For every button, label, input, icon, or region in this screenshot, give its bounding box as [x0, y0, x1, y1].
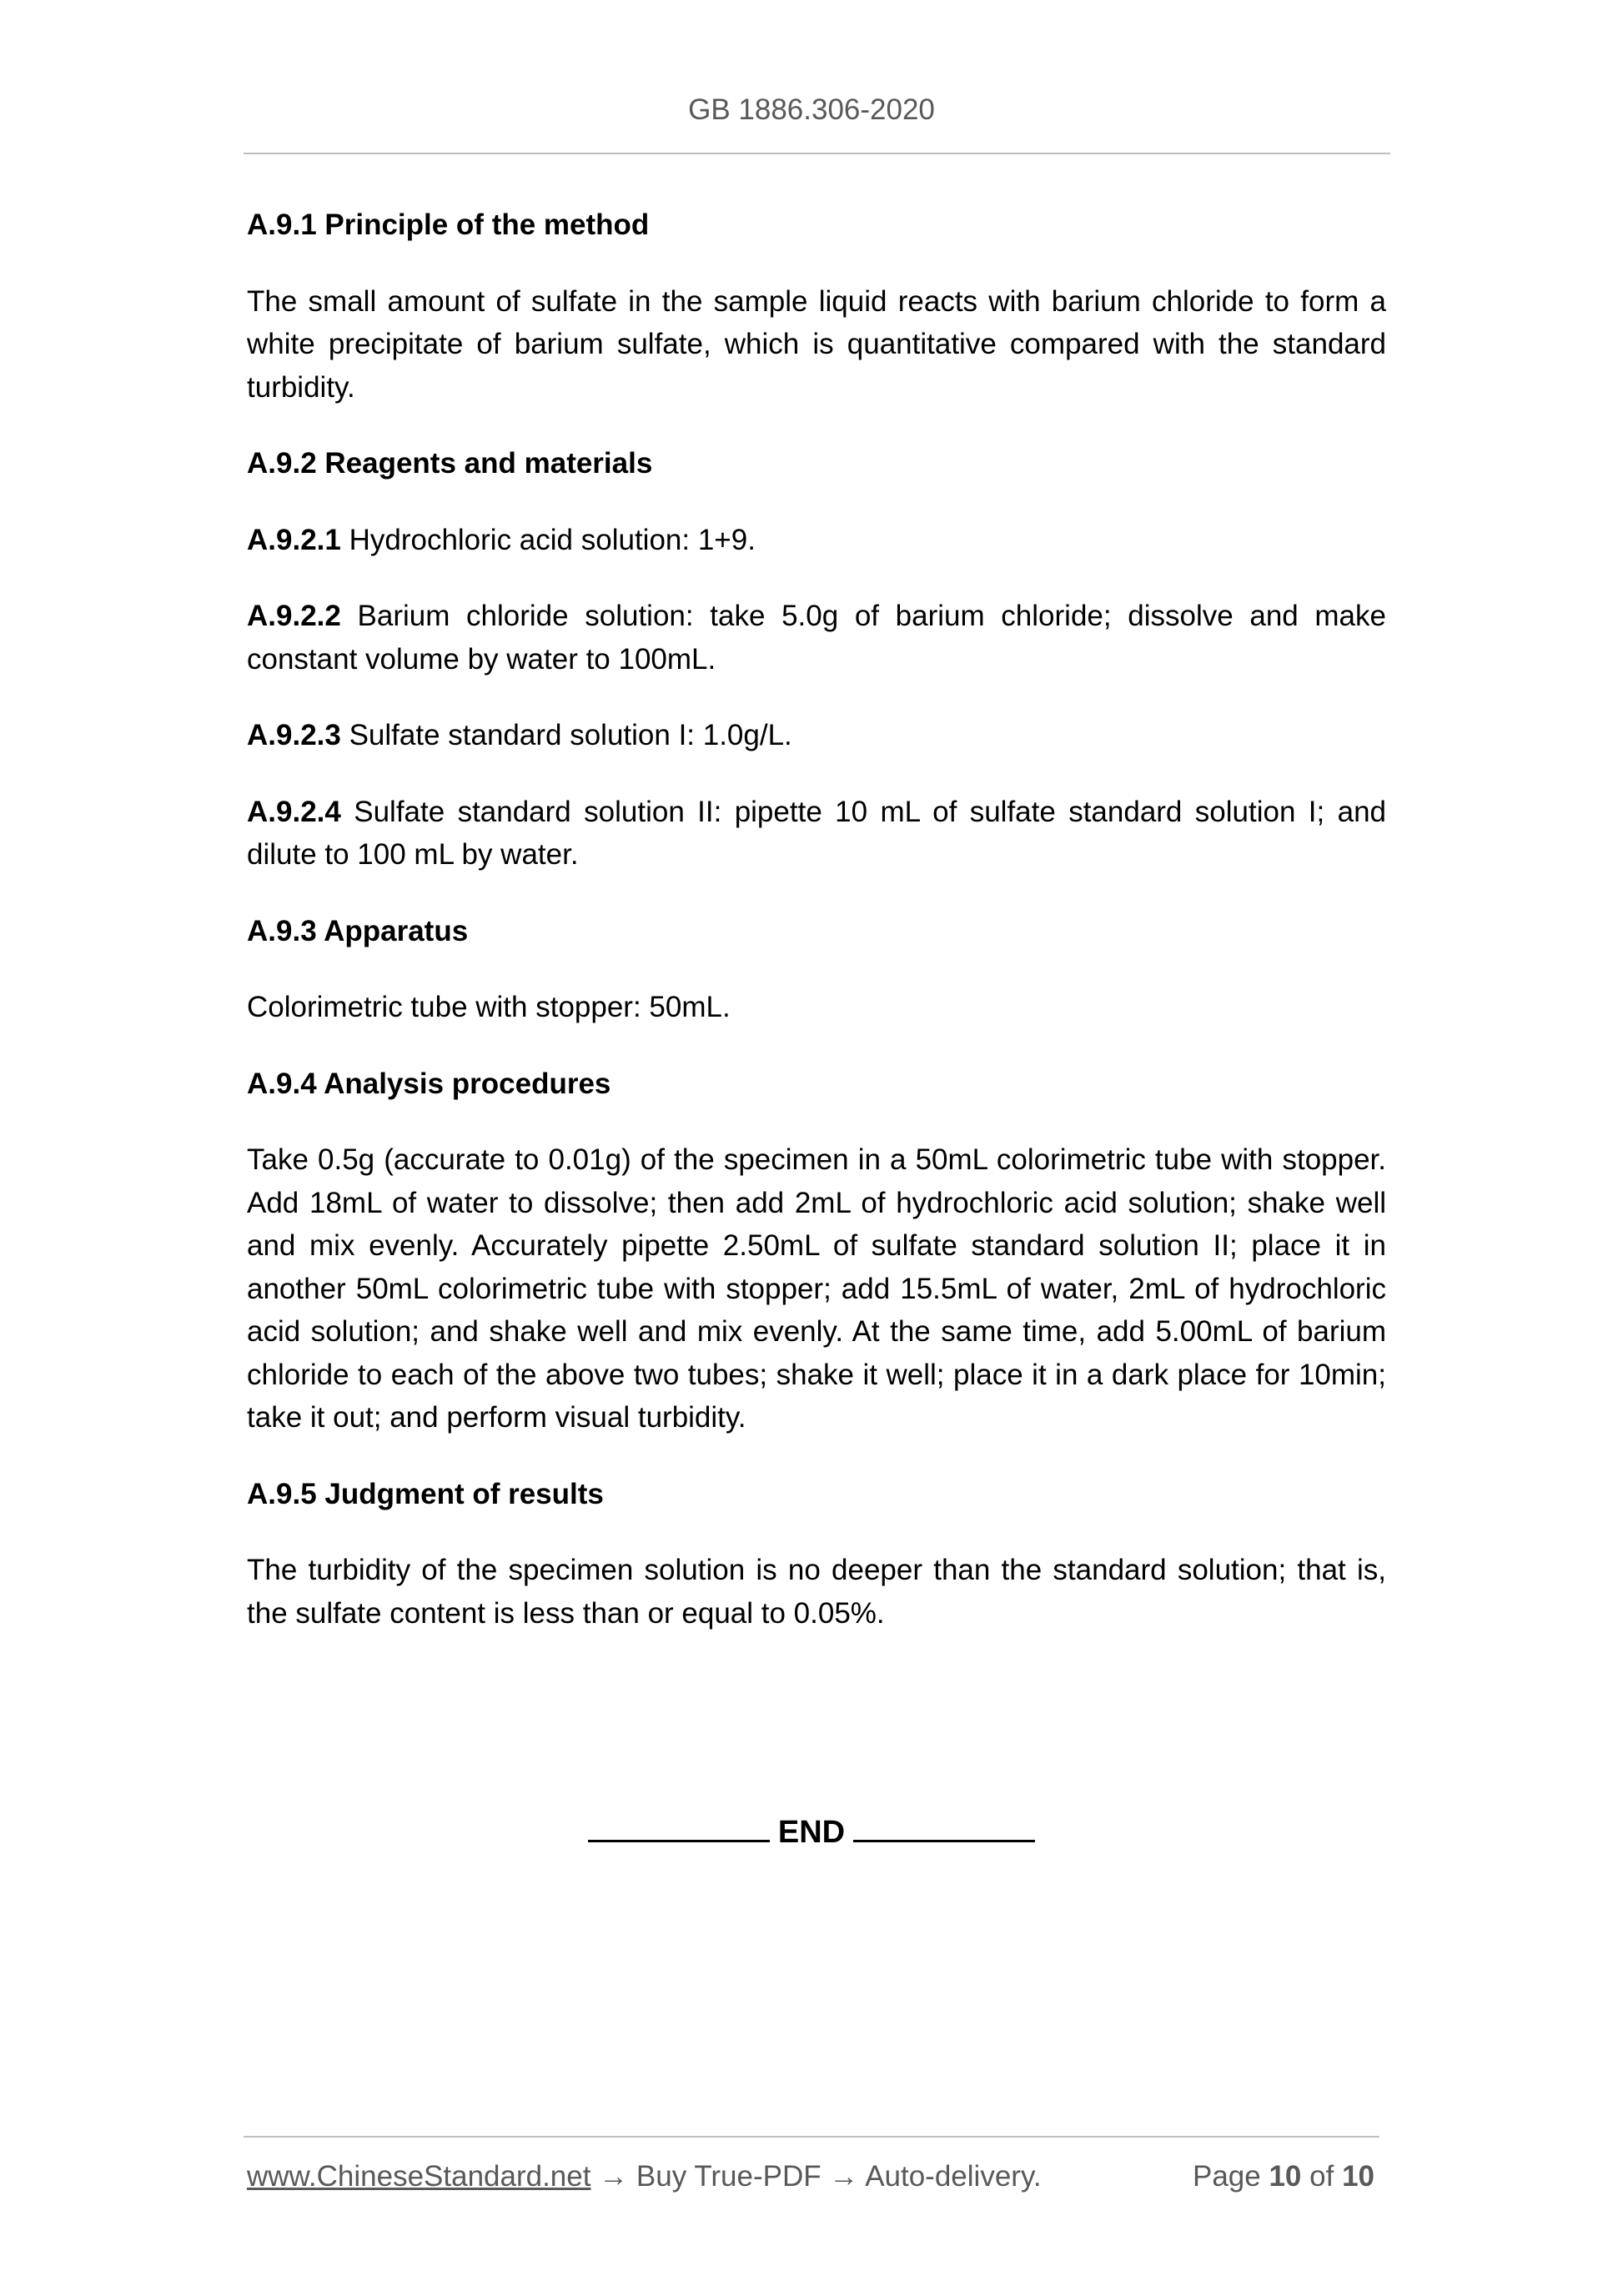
end-marker: [0, 1808, 1623, 1851]
page-total: 10: [1342, 2160, 1374, 2193]
site-link[interactable]: www.ChineseStandard.net: [247, 2160, 591, 2193]
reagent-item: [247, 714, 1386, 757]
reagent-item-text: Barium chloride solution: take 5.0g of barium chloride; dissolve and make constant volume by water to 100mL.: [247, 600, 1386, 676]
page-of: of: [1309, 2160, 1334, 2193]
document-body: [247, 203, 1386, 1668]
footer-divider: [244, 2136, 1379, 2138]
footer-buy-text: Buy True-PDF: [636, 2160, 822, 2193]
arrow-icon: →: [821, 2160, 866, 2193]
reagent-item-text: Sulfate standard solution II: pipette 10 mL of sulfate standard solution I; and dilute to 100 mL by water.: [247, 795, 1386, 871]
page-number: [1193, 2160, 1374, 2193]
end-marker-text: END: [777, 1815, 846, 1850]
arrow-icon: →: [590, 2160, 636, 2193]
page-label: Page: [1192, 2160, 1261, 2193]
reagent-item: [247, 791, 1386, 877]
reagent-item: [247, 519, 1386, 562]
section-text-principle: The small amount of sulfate in the sample liquid reacts with barium chloride to form a white precipitate of barium sulfate, which is quantitative compared with the standard turbidity.: [247, 284, 1386, 404]
section-heading-principle: A.9.1 Principle of the method: [247, 208, 650, 241]
header-divider: [244, 153, 1390, 154]
page-header-title: GB 1886.306-2020: [688, 93, 935, 126]
reagent-item: [247, 595, 1386, 681]
footer-promo: [247, 2160, 1042, 2193]
end-rule-left: [588, 1808, 770, 1842]
reagent-item-number: A.9.2.4: [247, 795, 341, 828]
section-heading-apparatus: A.9.3 Apparatus: [247, 914, 469, 947]
reagent-item-number: A.9.2.1: [247, 523, 341, 556]
reagent-item-text: Hydrochloric acid solution: 1+9.: [340, 523, 756, 556]
section-heading-judgment: A.9.5 Judgment of results: [247, 1477, 604, 1510]
page-current: 10: [1269, 2160, 1302, 2193]
section-text-judgment: The turbidity of the specimen solution is no deeper than the standard solution; that is, the sulfate content is less than or equal to 0.05%.: [247, 1554, 1386, 1630]
reagent-item-text: Sulfate standard solution I: 1.0g/L.: [340, 719, 792, 751]
section-text-procedures: Take 0.5g (accurate to 0.01g) of the specimen in a 50mL colorimetric tube with stopper. Add 18mL of water to dissolve; then add 2mL of hydrochloric acid solution; shake well and mix evenly. Accurately pipette 2.50mL of sulfate standard solution II; place it in another 50mL colorimetric tube with stopper; add 15.5mL of water, 2mL of hydrochloric acid solution; and shake well and mix evenly. At the same time, add 5.00mL of barium chloride to each of the above two tubes; shake it well; place it in a dark place for 10min; take it out; and perform visual turbidity.: [247, 1143, 1386, 1434]
reagent-item-number: A.9.2.2: [247, 600, 341, 632]
end-rule-right: [853, 1808, 1035, 1842]
section-heading-reagents: A.9.2 Reagents and materials: [247, 447, 653, 480]
section-heading-procedures: A.9.4 Analysis procedures: [247, 1067, 611, 1100]
reagent-item-number: A.9.2.3: [247, 719, 341, 751]
section-text-apparatus: Colorimetric tube with stopper: 50mL.: [247, 991, 731, 1023]
footer-delivery-text: Auto-delivery.: [865, 2160, 1042, 2193]
